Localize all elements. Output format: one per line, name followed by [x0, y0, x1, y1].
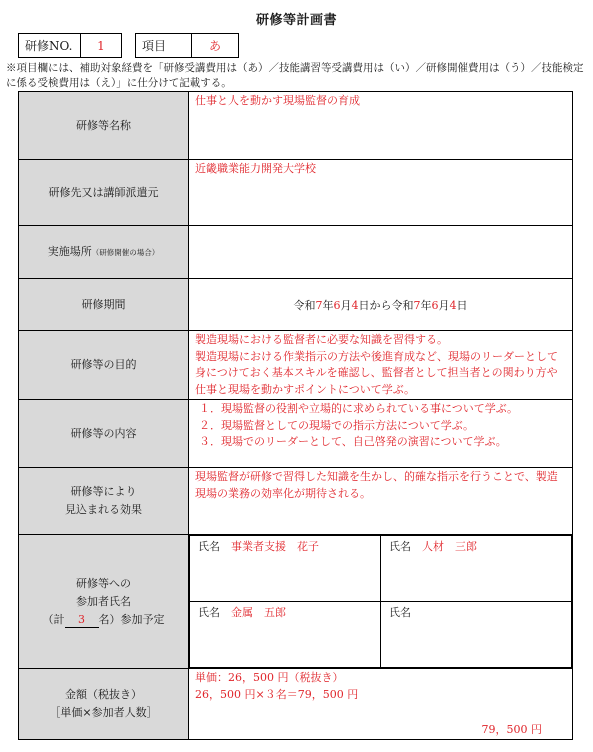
place-label-note: （研修開催の場合） — [91, 247, 160, 257]
row-content — [19, 400, 573, 468]
participant-name-cell[interactable]: 氏名 事業者支援 花子 — [190, 536, 381, 602]
amount-label: 金額（税抜き） ［単価×参加者人数］ — [19, 669, 189, 740]
participant-count[interactable]: 3 — [65, 613, 99, 628]
period-text: 令和7年6月4日から令和7年6月4日 — [293, 298, 468, 312]
row-provider — [19, 160, 573, 226]
row-purpose — [19, 331, 573, 400]
content-label: 研修等の内容 — [19, 400, 189, 468]
item-box — [135, 33, 239, 58]
item-value[interactable]: あ — [208, 39, 221, 53]
participant-name: 事業者支援 花子 — [231, 540, 319, 553]
purpose-value — [189, 331, 572, 399]
amount-calc: 26，500 円×３名＝79，500 円 — [195, 687, 359, 701]
place-label: 実施場所 — [47, 244, 92, 258]
participant-name: 金属 五郎 — [231, 606, 286, 619]
unit-price: 単価：26，500 円（税抜き） — [195, 671, 344, 684]
provider-label: 研修先又は講師派遣元 — [19, 160, 189, 226]
row-effect — [19, 468, 573, 535]
participants-label: 研修等への 参加者氏名 （計 3 名）参加予定 — [19, 535, 189, 669]
place-field[interactable] — [189, 226, 573, 279]
participant-names-grid — [189, 535, 572, 668]
instruction-note: ※項目欄には、補助対象経費を「研修受講費用は（あ）／技能講習等受講費用は（い）／研修開催費用は（う）／技能検定に係る受検費用は（え）」に仕分けて記載する。 — [6, 62, 584, 89]
purpose-line: 製造現場における監督者に必要な知識を習得する。 — [195, 333, 448, 346]
row-period — [19, 279, 573, 331]
effect-label: 研修等により 見込まれる効果 — [19, 468, 189, 535]
content-value — [189, 400, 572, 452]
training-name-label: 研修等名称 — [19, 92, 189, 160]
row-participants — [19, 535, 573, 669]
amount-field[interactable] — [189, 669, 573, 740]
row-amount — [19, 669, 573, 740]
training-no-value[interactable]: 1 — [97, 38, 105, 53]
training-plan-form — [18, 91, 573, 740]
place-value — [189, 226, 572, 228]
purpose-line: 製造現場における作業指示の方法や後進育成など、現場のリーダーとして身につけておく基本スキルを確認し、監督者として担当者との関わり方や仕事と現場を動かすポイントについて学ぶ。 — [195, 349, 558, 396]
row-place — [19, 226, 573, 279]
content-field[interactable] — [189, 400, 573, 468]
period-field[interactable] — [189, 279, 573, 331]
content-line: ２．現場監督としての現場での指示方法について学ぶ。 — [199, 418, 474, 432]
training-name-field[interactable] — [189, 92, 573, 160]
training-no-box — [18, 33, 122, 58]
participant-name-cell[interactable]: 氏名 人材 三郎 — [381, 536, 572, 602]
purpose-field[interactable] — [189, 331, 573, 400]
effect-value: 現場監督が研修で習得した知識を生かし、的確な指示を行うことで、製造現場の業務の効率化が期待される。 — [195, 470, 558, 500]
row-training-name — [19, 92, 573, 160]
training-no-label: 研修NO. — [19, 34, 81, 57]
effect-field[interactable] — [189, 468, 573, 535]
place-label-cell — [19, 226, 189, 279]
provider-field[interactable] — [189, 160, 573, 226]
amount-total: 79，500 円 — [481, 723, 542, 736]
participant-name-cell[interactable]: 氏名 — [381, 602, 572, 668]
provider-value: 近畿職業能力開発大学校 — [195, 162, 316, 175]
content-line: ３．現場でのリーダーとして、自己啓発の演習について学ぶ。 — [199, 435, 507, 448]
purpose-label: 研修等の目的 — [19, 331, 189, 400]
page-title: 研修等計画書 — [255, 13, 337, 28]
item-label: 項目 — [136, 34, 192, 57]
period-label: 研修期間 — [19, 279, 189, 331]
content-line: １．現場監督の役割や立場的に求められている事について学ぶ。 — [199, 402, 518, 415]
participant-name-cell[interactable]: 氏名 金属 五郎 — [190, 602, 381, 668]
participants-field — [189, 535, 573, 669]
participant-name: 人材 三郎 — [422, 540, 477, 553]
training-name-value: 仕事と人を動かす現場監督の育成 — [195, 94, 360, 107]
amount-value — [189, 669, 572, 704]
